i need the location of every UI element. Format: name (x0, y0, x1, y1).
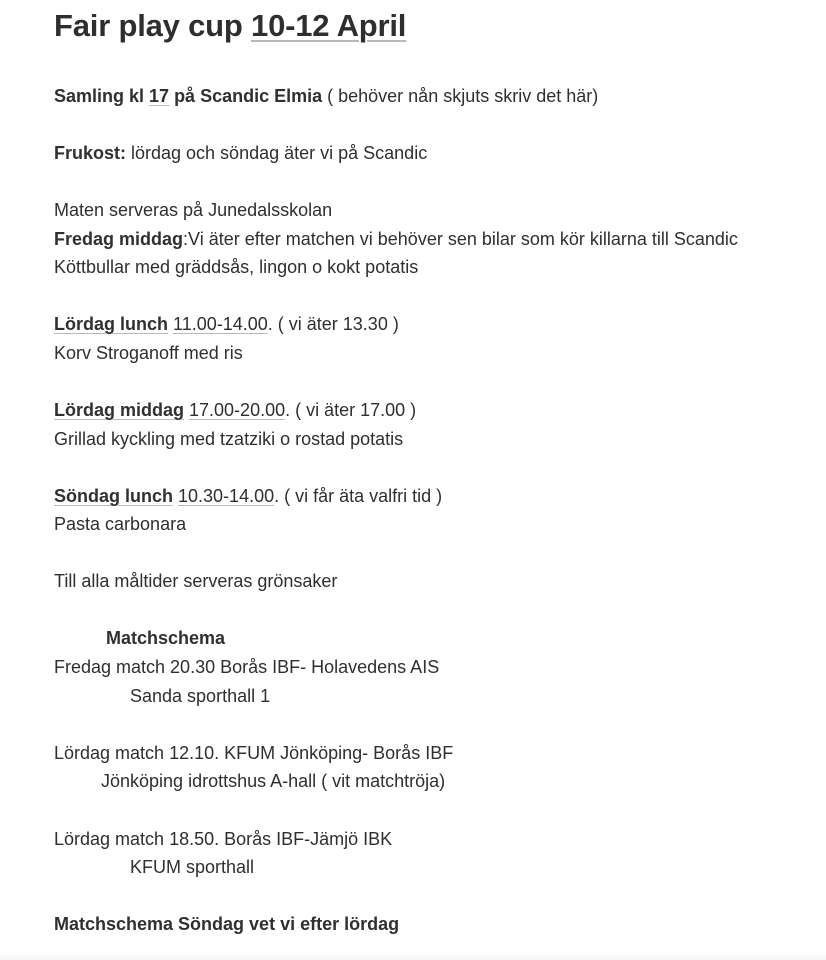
title-prefix: Fair play cup (54, 8, 252, 43)
lordag-middag-time[interactable]: 17.00-20.00 (189, 400, 286, 420)
lordag-lunch-food: Korv Stroganoff med ris (54, 343, 243, 363)
sondag-lunch-note: . ( vi får äta valfri tid ) (274, 486, 443, 506)
lordag-middag-food: Grillad kyckling med tzatziki o rostad potatis (54, 429, 404, 449)
lordag-middag-label[interactable]: Lördag middag (54, 400, 184, 420)
sondag-lunch-line (54, 484, 442, 508)
match-3-line: Lördag match 18.50. Borås IBF-Jämjö IBK (54, 829, 393, 849)
sondag-lunch-food: Pasta carbonara (54, 514, 187, 534)
lordag-lunch-note: . ( vi äter 13.30 ) (267, 314, 399, 334)
lordag-lunch-time[interactable]: 11.00-14.00 (173, 314, 268, 334)
frukost-label: Frukost: (54, 143, 126, 163)
lordag-middag-note: . ( vi äter 17.00 ) (285, 400, 417, 420)
samling-label-pre: Samling kl (54, 86, 150, 106)
samling-line (54, 84, 598, 108)
fredag-middag-text: :Vi äter efter matchen vi behöver sen bilar som kör killarna till Scandic (183, 229, 738, 249)
maten-line: Maten serveras på Junedalsskolan (54, 200, 333, 220)
fredag-middag-line (54, 227, 738, 251)
fredag-middag-food: Köttbullar med gräddsås, lingon o kokt potatis (54, 257, 419, 277)
match-3-venue: KFUM sporthall (130, 857, 255, 877)
samling-label-post: på Scandic Elmia (169, 86, 323, 106)
match-1-venue: Sanda sporthall 1 (130, 686, 271, 706)
lordag-lunch-label[interactable]: Lördag lunch (54, 314, 168, 334)
sondag-lunch-time[interactable]: 10.30-14.00 (178, 486, 275, 506)
lordag-lunch-line (54, 312, 399, 336)
sondag-lunch-label[interactable]: Söndag lunch (54, 486, 173, 506)
matchschema-heading: Matchschema (106, 628, 226, 648)
bottom-fade (0, 952, 826, 960)
lordag-middag-line (54, 398, 416, 422)
frukost-text: lördag och söndag äter vi på Scandic (126, 143, 428, 163)
page-title (54, 8, 406, 44)
samling-note: ( behöver nån skjuts skriv det här) (322, 86, 599, 106)
match-2-line: Lördag match 12.10. KFUM Jönköping- Borås IBF (54, 743, 454, 763)
sunday-note: Matchschema Söndag vet vi efter lördag (54, 914, 400, 934)
match-2-venue: Jönköping idrottshus A-hall ( vit matchtröja) (101, 771, 446, 791)
gronsaker-line: Till alla måltider serveras grönsaker (54, 571, 338, 591)
title-dates-link[interactable]: 10-12 April (251, 8, 407, 43)
samling-time-link[interactable]: 17 (149, 86, 170, 106)
fredag-middag-label: Fredag middag (54, 229, 184, 249)
match-1-line: Fredag match 20.30 Borås IBF- Holavedens AIS (54, 657, 440, 677)
frukost-line (54, 141, 427, 165)
